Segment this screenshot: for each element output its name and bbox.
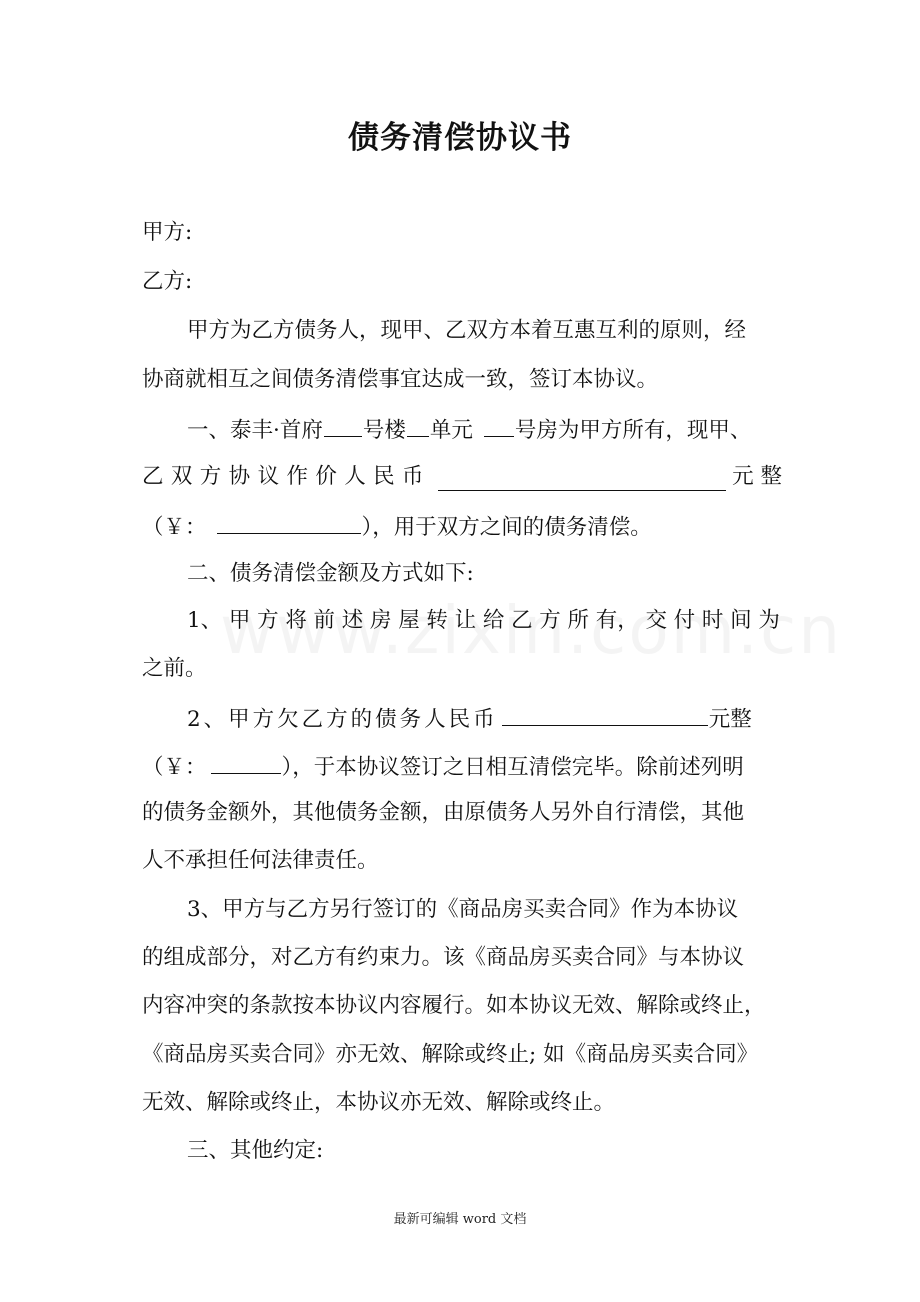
text-char: 方	[539, 608, 561, 633]
price-figure-blank	[217, 511, 361, 534]
text-char: 间	[730, 608, 752, 633]
text-char: 1、	[187, 608, 223, 633]
text-char: 将	[285, 608, 307, 633]
item-1-line-1	[187, 607, 780, 635]
unit-number-blank	[407, 414, 429, 437]
text-char: 时	[701, 608, 724, 633]
item-2-text-b: 元整	[708, 707, 752, 732]
clause-1-price-label	[142, 463, 424, 491]
building-number-blank	[324, 414, 362, 437]
section-3-heading: 三、其他约定:	[187, 1138, 324, 1163]
text-char: 协	[228, 464, 251, 489]
text-char: 作	[286, 464, 308, 489]
clause-1-text-a: 一、泰丰·首府	[187, 418, 323, 443]
item-2-line-3: 的债务金额外，其他债务金额，由原债务人另外自行清偿，其他	[142, 800, 745, 825]
text-char: 乙	[142, 464, 164, 489]
text-char: 甲	[228, 608, 251, 633]
debt-amount-blank	[502, 703, 708, 726]
text-char: 为	[758, 608, 780, 633]
text-char: 议	[257, 464, 280, 489]
item-2-line-2	[142, 751, 744, 782]
clause-1-currency-open: （￥：	[142, 515, 207, 540]
item-2-text-a: 2、甲方欠乙方的债务人民币	[187, 707, 498, 732]
text-char: 乙	[511, 608, 533, 633]
text-char: 币	[402, 464, 424, 489]
clause-1-text-b: 号楼	[362, 418, 406, 443]
text-char: 给	[482, 608, 505, 633]
text-char: 所	[567, 608, 590, 633]
text-char: 述	[341, 608, 364, 633]
text-char: 让	[454, 608, 477, 633]
text-char: 前	[313, 608, 336, 633]
debt-figure-blank	[211, 751, 281, 774]
item-1-line-2: 之前。	[142, 656, 207, 681]
party-a-label: 甲方:	[142, 220, 193, 245]
item-2-currency-open: （￥：	[142, 755, 207, 780]
item-3-line-4: 《商品房买卖合同》亦无效、解除或终止; 如《商品房买卖合同》	[142, 1042, 759, 1067]
clause-1-text-d: 号房为甲方所有，现甲、	[514, 418, 752, 443]
item-3-line-3: 内容冲突的条款按本协议内容履行。如本协议无效、解除或终止，	[142, 993, 766, 1018]
document-title: 债务清偿协议书	[348, 120, 572, 156]
intro-line-1: 甲方为乙方债务人，现甲、乙双方本着互惠互利的原则，经	[187, 318, 747, 343]
item-1-text	[187, 607, 780, 635]
text-char: 人	[344, 464, 366, 489]
clause-1-line-2	[142, 463, 782, 491]
text-char: 交	[645, 608, 667, 633]
text-char: 屋	[398, 608, 420, 633]
item-3-line-2: 的组成部分，对乙方有约束力。该《商品房买卖合同》与本协议	[142, 945, 745, 970]
price-amount-blank	[438, 468, 727, 491]
room-number-blank	[484, 414, 514, 437]
clause-1-line-3	[142, 511, 652, 542]
clause-1-line-1	[187, 414, 751, 445]
item-2-text-d: ），于本协议签订之日相互清偿完毕。除前述列明	[281, 755, 744, 780]
party-b-label: 乙方:	[142, 269, 193, 294]
item-2-line-4: 人不承担任何法律责任。	[142, 848, 379, 873]
text-char: 价	[315, 464, 337, 489]
text-char: 双	[170, 464, 193, 489]
text-char: 有，	[595, 608, 639, 633]
text-char: 民	[373, 464, 395, 489]
clause-1-yuan: 元 整	[732, 464, 782, 489]
section-2-heading: 二、债务清偿金额及方式如下:	[187, 561, 474, 586]
item-3-line-1: 3、甲方与乙方另行签订的《商品房买卖合同》作为本协议	[187, 897, 739, 922]
item-3-line-5: 无效、解除或终止，本协议亦无效、解除或终止。	[142, 1090, 616, 1115]
page-footer: 最新可编辑 word 文档	[393, 1212, 527, 1227]
text-char: 房	[369, 608, 392, 633]
text-char: 转	[426, 608, 448, 633]
intro-line-2: 协商就相互之间债务清偿事宜达成一致，签订本协议。	[142, 367, 659, 392]
clause-1-text-c: 单元	[429, 418, 473, 443]
clause-1-currency-close: ），用于双方之间的债务清偿。	[361, 515, 652, 540]
text-char: 方	[257, 608, 279, 633]
text-char: 付	[673, 608, 696, 633]
item-2-line-1	[187, 703, 752, 734]
text-char: 方	[199, 464, 222, 489]
